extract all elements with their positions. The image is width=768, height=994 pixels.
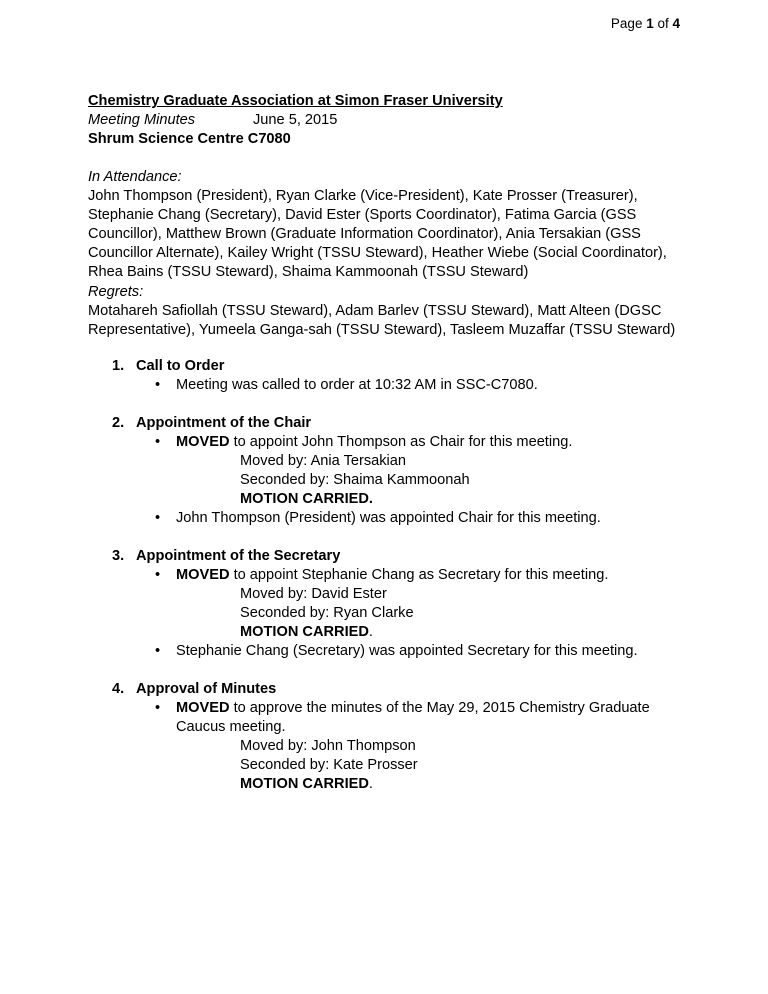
- attendance-list: John Thompson (President), Ryan Clarke (Vice-President), Kate Prosser (Treasurer), Stephanie Chang (Secretary), David Ester (Sports Coordinator), Fatima Garcia (GSS Councillor), Matthew Brown (Graduate Information Coordinator), Ania Tersakian (GSS Councillor Alternate), Kailey Wright (TSSU Steward), Heather Wiebe (Social Coordinator), Rhea Bains (TSSU Steward), Shaima Kammoonah (TSSU Steward): [88, 188, 667, 280]
- bullet-icon: •: [155, 567, 161, 583]
- motion-details: [176, 452, 680, 509]
- regrets-label: Regrets:: [88, 284, 144, 300]
- motion-text: to approve the minutes of the May 29, 2015 Chemistry Graduate Caucus meeting.: [176, 700, 650, 735]
- agenda-item-bullets: [88, 376, 680, 395]
- motion-bullet: [152, 566, 680, 642]
- agenda-item-number: 2.: [112, 415, 125, 431]
- seconded-by: Seconded by: Ryan Clarke: [240, 605, 414, 621]
- attendance-section: [88, 168, 680, 282]
- bullet-text: Meeting was called to order at 10:32 AM in SSC-C7080.: [176, 377, 538, 393]
- motion-details: [176, 585, 680, 642]
- agenda-item-title: Appointment of the Chair: [136, 415, 312, 431]
- agenda-item-number: 1.: [112, 358, 125, 374]
- motion-result: MOTION CARRIED.: [240, 491, 373, 507]
- bullet-text: John Thompson (President) was appointed Chair for this meeting.: [176, 510, 601, 526]
- motion-details: [176, 737, 680, 794]
- motion-result-suffix: .: [368, 776, 373, 792]
- bullet-point: [152, 376, 680, 395]
- page-number-current: 1: [646, 16, 654, 31]
- agenda-item-number: 3.: [112, 548, 125, 564]
- motion-bullet: [152, 433, 680, 509]
- agenda-item: [88, 357, 680, 395]
- regrets-list: Motahareh Safiollah (TSSU Steward), Adam Barlev (TSSU Steward), Matt Alteen (DGSC Representative), Yumeela Ganga-sah (TSSU Steward), Tasleem Muzaffar (TSSU Steward): [88, 303, 676, 338]
- bullet-point: [152, 509, 680, 528]
- moved-by: Moved by: Ania Tersakian: [240, 453, 407, 469]
- minutes-date-row: [88, 111, 680, 130]
- agenda-item-heading: [88, 414, 680, 433]
- bullet-point: [152, 642, 680, 661]
- agenda-item-heading: [88, 680, 680, 699]
- motion-result: MOTION CARRIED: [240, 624, 369, 640]
- agenda-item-bullets: [88, 433, 680, 528]
- bullet-text: Stephanie Chang (Secretary) was appointed Secretary for this meeting.: [176, 643, 638, 659]
- moved-by: Moved by: David Ester: [240, 586, 387, 602]
- motion-bullet: [152, 699, 680, 794]
- bullet-icon: •: [155, 377, 161, 393]
- agenda-item: [88, 680, 680, 794]
- agenda-item-title: Appointment of the Secretary: [136, 548, 341, 564]
- doc-type-label: Meeting Minutes: [88, 112, 196, 128]
- agenda-item: [88, 414, 680, 528]
- agenda-item: [88, 547, 680, 661]
- agenda-item-title: Approval of Minutes: [136, 681, 277, 697]
- bullet-icon: •: [155, 700, 161, 716]
- agenda-item-number: 4.: [112, 681, 125, 697]
- motion-result-suffix: .: [368, 624, 373, 640]
- motion-text: to appoint John Thompson as Chair for this meeting.: [229, 434, 573, 450]
- meeting-date: June 5, 2015: [253, 112, 338, 128]
- agenda-item-bullets: [88, 566, 680, 661]
- moved-keyword: MOVED: [176, 700, 230, 716]
- agenda-item-heading: [88, 357, 680, 376]
- document-header: [88, 92, 680, 149]
- agenda-item-title: Call to Order: [136, 358, 225, 374]
- agenda-items: [88, 357, 680, 813]
- seconded-by: Seconded by: Shaima Kammoonah: [240, 472, 470, 488]
- moved-keyword: MOVED: [176, 567, 230, 583]
- organization-title: Chemistry Graduate Association at Simon Fraser University: [88, 93, 503, 109]
- page-number: [611, 14, 680, 33]
- regrets-section: [88, 283, 680, 340]
- agenda-item-heading: [88, 547, 680, 566]
- motion-text: to appoint Stephanie Chang as Secretary for this meeting.: [229, 567, 609, 583]
- page-number-total: 4: [672, 16, 680, 31]
- attendance-label: In Attendance:: [88, 169, 182, 185]
- meeting-location: Shrum Science Centre C7080: [88, 131, 291, 147]
- page-number-prefix: Page: [610, 16, 647, 31]
- bullet-icon: •: [155, 510, 161, 526]
- bullet-icon: •: [155, 434, 161, 450]
- agenda-item-bullets: [88, 699, 680, 794]
- seconded-by: Seconded by: Kate Prosser: [240, 757, 418, 773]
- page-number-middle: of: [653, 16, 673, 31]
- motion-result: MOTION CARRIED: [240, 776, 369, 792]
- bullet-icon: •: [155, 643, 161, 659]
- moved-by: Moved by: John Thompson: [240, 738, 416, 754]
- moved-keyword: MOVED: [176, 434, 230, 450]
